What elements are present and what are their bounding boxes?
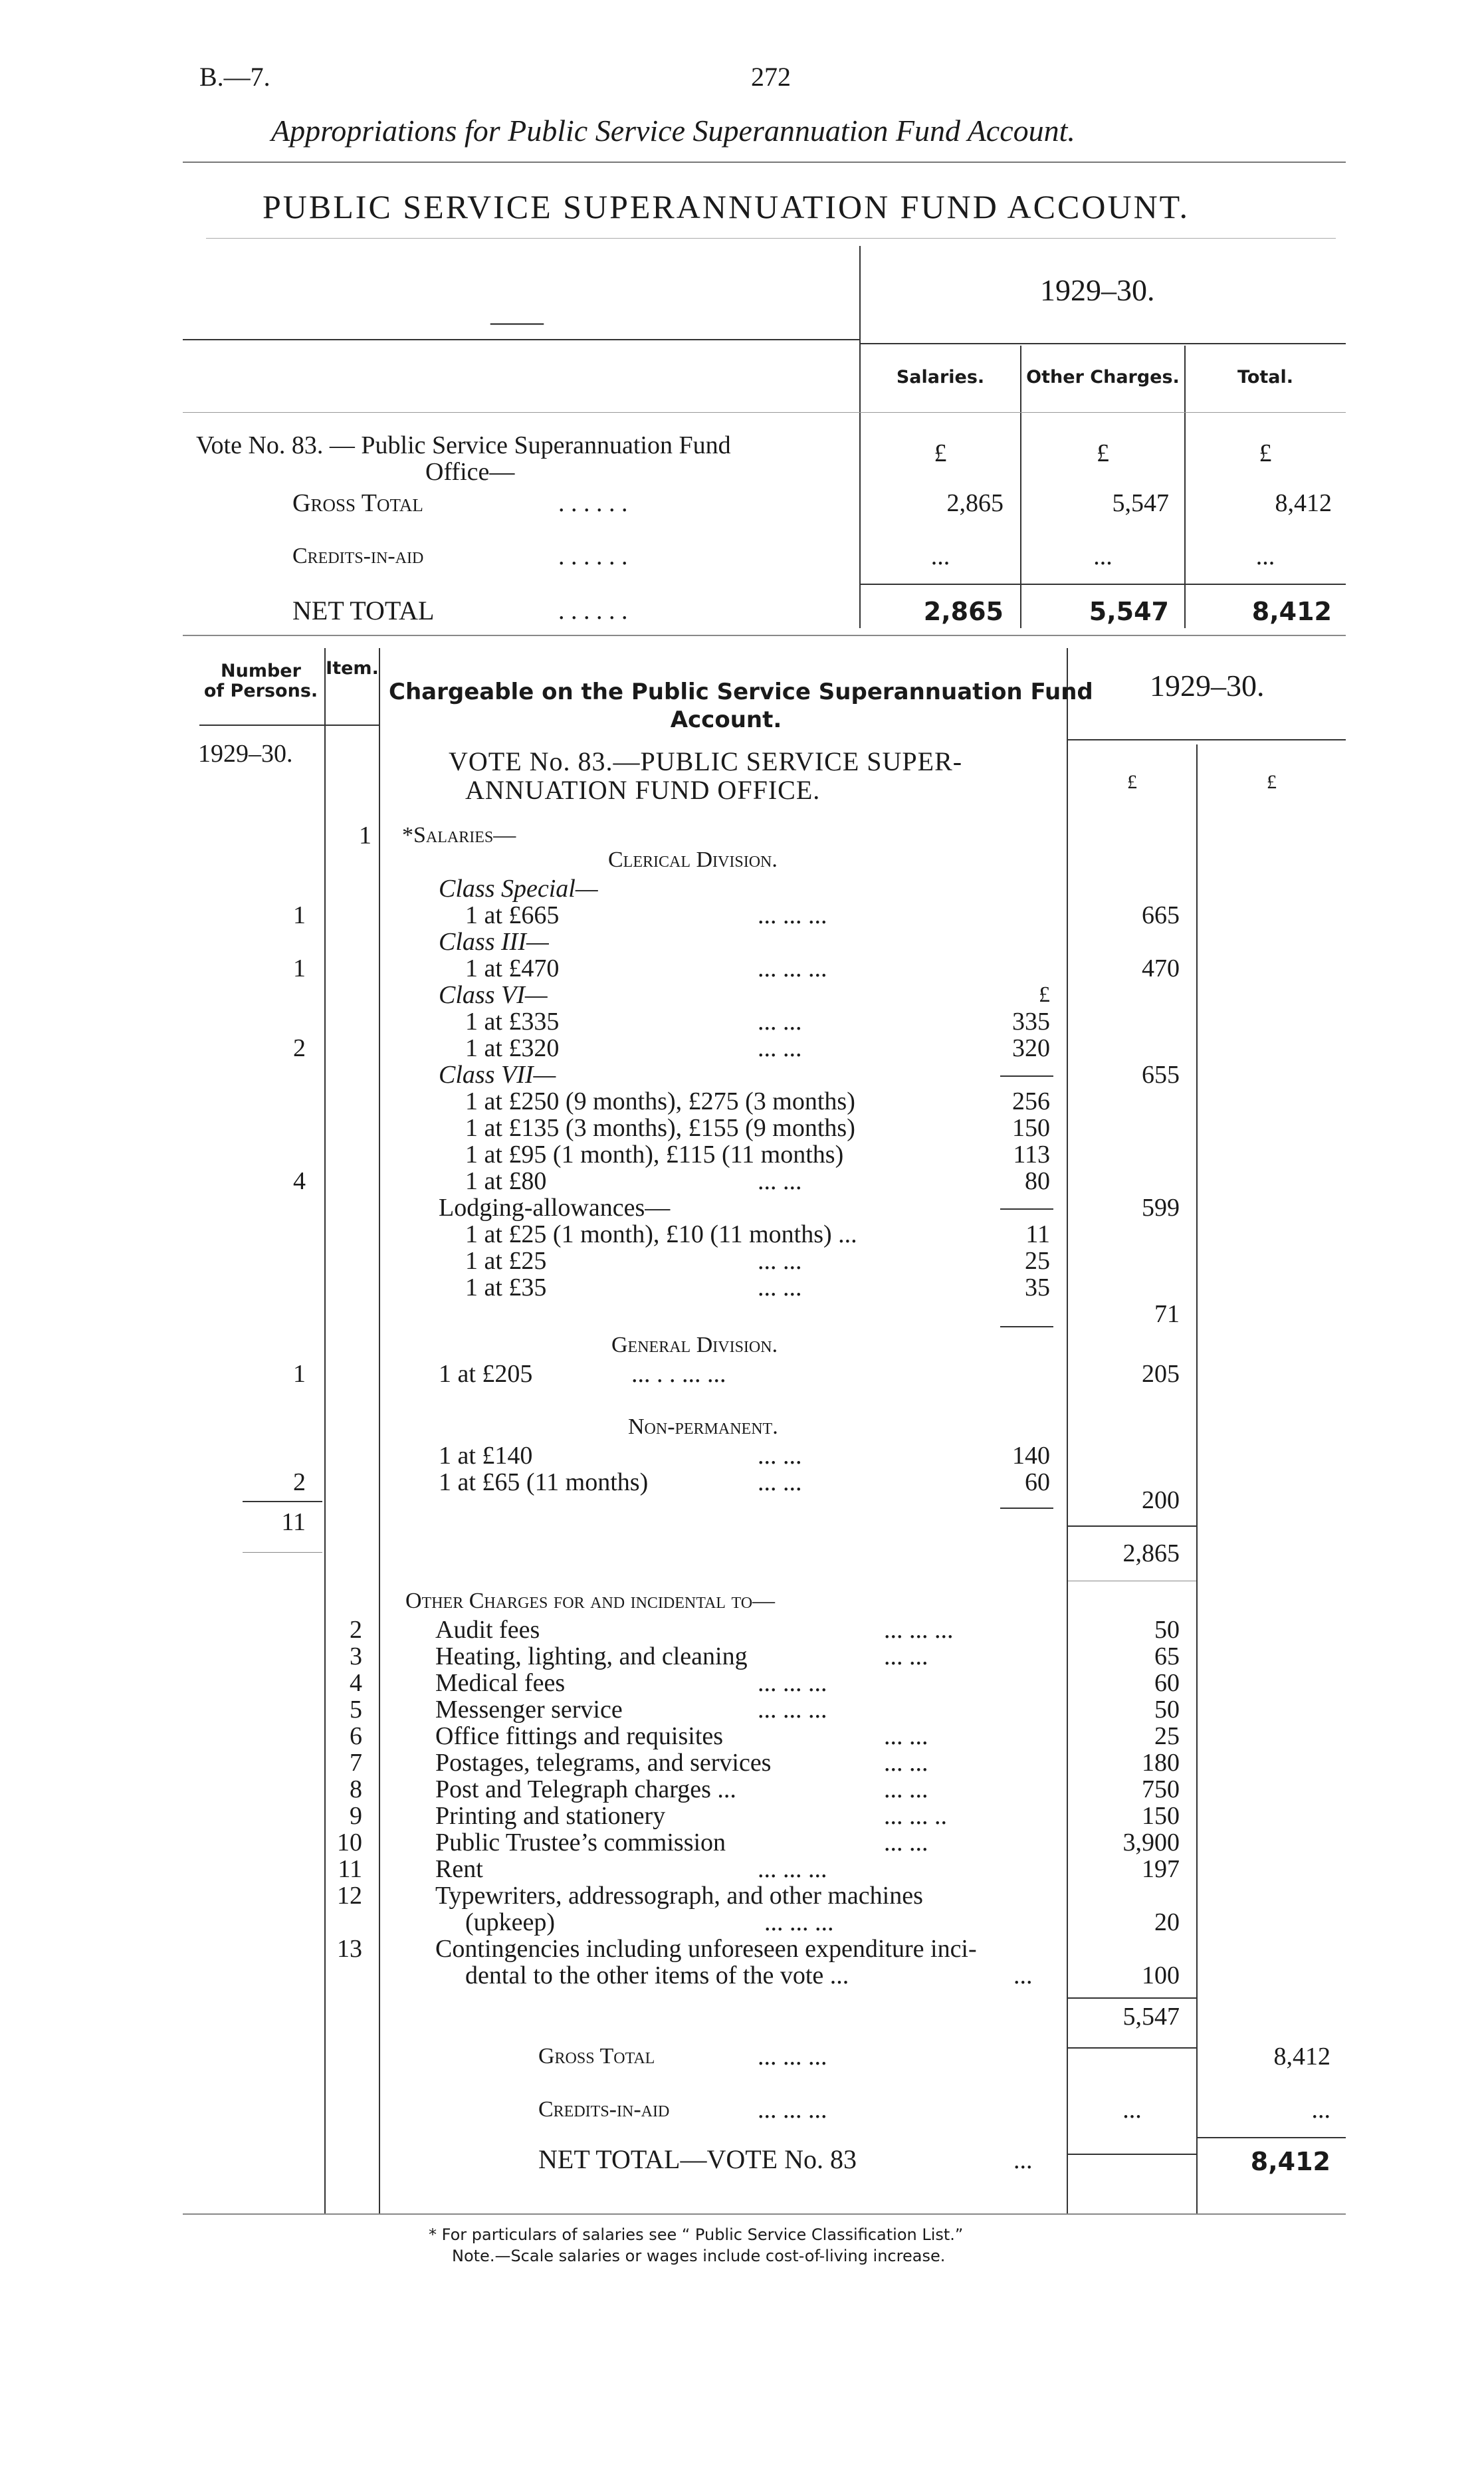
detail-general-division: General Division. [611, 1333, 778, 1357]
detail-gross-leader: ... ... ... [758, 2043, 827, 2071]
other-item-text: Office fittings and requisites [435, 1722, 724, 1750]
line-persons: 2 [293, 1468, 306, 1496]
line-persons: 1 [293, 901, 306, 929]
line-amount [1068, 1193, 1196, 1222]
other-item-dots: ... ... [884, 1722, 928, 1750]
other-item-dots: ... ... [884, 1775, 928, 1803]
summary-year-rule [861, 343, 1346, 344]
summary-col-salaries: Salaries. [896, 367, 985, 388]
detail-credits-a: ... [1122, 2096, 1142, 2124]
summary-net-other: 5,547 [1089, 597, 1169, 626]
detail-divider-item [379, 648, 380, 2213]
other-item-dots: ... ... ... [758, 1696, 827, 1724]
other-item-text-2: (upkeep) [465, 1908, 556, 1936]
summary-gross-salaries: 2,865 [946, 489, 1004, 517]
detail-header-rule-right [1068, 739, 1346, 740]
line-text: 1 at £95 (1 month), £115 (11 months) [465, 1141, 844, 1169]
detail-credits-label: Credits-in-aid [538, 2097, 670, 2122]
other-item-dots: ... ... [884, 1642, 928, 1670]
net-rule-left [1068, 2154, 1196, 2155]
line-text: 1 at £250 (9 months), £275 (3 months) [465, 1087, 855, 1115]
other-item-amount-value: 197 [1142, 1855, 1180, 1883]
other-item-number: 11 [338, 1855, 362, 1883]
detail-net-leader: ... [1013, 2146, 1033, 2174]
line-text: 1 at £140 [439, 1442, 533, 1470]
summary-net-label: NET TOTAL [292, 596, 435, 625]
other-item-amount [1068, 1748, 1196, 1777]
line-sub: 11 [1025, 1220, 1050, 1248]
line-text: 1 at £35 [465, 1274, 547, 1301]
other-item-number: 4 [350, 1669, 362, 1697]
line-text: 1 at £665 [465, 901, 560, 929]
other-item-number: 5 [350, 1696, 362, 1724]
other-item-text: Typewriters, addressograph, and other machines [435, 1882, 923, 1910]
line-sub: 25 [1025, 1247, 1050, 1275]
line-sub: 256 [1012, 1087, 1050, 1115]
other-item-number: 3 [350, 1642, 362, 1670]
other-item-text: Public Trustee’s commission [435, 1829, 726, 1856]
other-item-amount [1068, 1642, 1196, 1671]
line-dots: ... ... [758, 1034, 802, 1062]
detail-lodging: Lodging-allowances— [439, 1194, 671, 1222]
other-item-amount [1068, 1695, 1196, 1724]
line-sub: 80 [1025, 1167, 1050, 1195]
line-dots: ... ... [758, 1274, 802, 1301]
other-item-amount [1068, 1722, 1196, 1751]
line-amount [1068, 901, 1196, 930]
other-item-amount-value: 50 [1154, 1616, 1180, 1644]
summary-col-header-rule [183, 412, 1346, 413]
line-text: 1 at £25 [465, 1247, 547, 1275]
summary-gross-label: Gross Total [292, 489, 423, 517]
summary-net-salaries: 2,865 [923, 597, 1004, 626]
detail-year: 1929–30. [1150, 669, 1265, 703]
other-item-dots: ... [1013, 1962, 1033, 1989]
other-item-text: Printing and stationery [435, 1802, 666, 1830]
page-title: PUBLIC SERVICE SUPERANNUATION FUND ACCOUNT. [263, 188, 1190, 225]
footnote-note: Note.—Scale salaries or wages include cost-of-living increase. [452, 2247, 946, 2265]
other-item-number: 6 [350, 1722, 362, 1750]
other-item-dots: ... ... ... [758, 1669, 827, 1697]
line-amount-value: 71 [1154, 1300, 1180, 1328]
detail-class-vi: Class VI— [439, 981, 548, 1009]
summary-net-rule [861, 584, 1346, 585]
other-item-amount-value: 180 [1142, 1749, 1180, 1777]
salaries-total-value: 2,865 [1122, 1539, 1180, 1567]
line-amount [1068, 954, 1196, 983]
other-item-amount [1068, 1961, 1196, 1990]
detail-persons-year: 1929–30. [198, 740, 293, 768]
other-item-amount [1068, 1828, 1196, 1857]
other-item-dots: ... ... ... [764, 1908, 834, 1936]
summary-credits-salaries: ... [930, 542, 950, 570]
summary-vote-label: Vote No. 83. — Public Service Superannuation Fund [196, 431, 731, 459]
other-item-dots: ... ... ... [758, 1855, 827, 1883]
other-item-amount-value: 150 [1142, 1802, 1180, 1830]
summary-credits-leader: . . . . . . [558, 542, 628, 570]
line-amount-value: 470 [1142, 954, 1180, 982]
summary-gross-other: 5,547 [1112, 489, 1169, 517]
other-item-text-2: dental to the other items of the vote ... [465, 1962, 849, 1989]
line-text: 1 at £65 (11 months) [439, 1468, 649, 1496]
other-total-rule-bottom [1068, 2047, 1196, 2049]
other-item-amount [1068, 1668, 1196, 1698]
detail-salaries-label: *Salaries— [402, 823, 516, 847]
line-amount-value: 655 [1142, 1061, 1180, 1089]
detail-credits-b: ... [1311, 2096, 1330, 2124]
detail-net-total: 8,412 [1250, 2147, 1330, 2176]
line-dots: ... ... [758, 1468, 802, 1496]
other-item-amount [1068, 1801, 1196, 1831]
detail-sub-currency: £ [1039, 982, 1050, 1007]
other-item-text: Rent [435, 1855, 483, 1883]
line-text: 1 at £470 [465, 954, 560, 982]
other-item-text: Messenger service [435, 1696, 623, 1724]
other-item-text: Contingencies including unforeseen expenditure inci- [435, 1935, 977, 1963]
detail-gross-total: 8,412 [1273, 2043, 1330, 2071]
detail-header-rule-left [199, 725, 379, 726]
persons-total-rule [243, 1501, 322, 1502]
other-item-dots: ... ... [884, 1749, 928, 1777]
line-text: 1 at £25 (1 month), £10 (11 months) ... [465, 1220, 857, 1248]
other-item-text: Audit fees [435, 1616, 540, 1644]
line-text: 1 at £335 [465, 1008, 560, 1036]
line-persons: 2 [293, 1034, 306, 1062]
summary-header-rule-left [183, 339, 861, 340]
other-item-dots: ... ... ... [884, 1616, 954, 1644]
detail-class-special: Class Special— [439, 875, 598, 903]
other-item-number: 7 [350, 1749, 362, 1777]
line-dots: ... ... [758, 1167, 802, 1195]
line-persons: 1 [293, 1360, 306, 1388]
other-item-number: 10 [337, 1829, 362, 1856]
detail-clerical-division: Clerical Division. [608, 847, 778, 872]
other-total-value: 5,547 [1122, 2003, 1180, 2031]
detail-vote-l1: VOTE No. 83.—PUBLIC SERVICE SUPER- [449, 746, 963, 776]
summary-col-other: Other Charges. [1026, 367, 1180, 388]
detail-heading-l1: Chargeable on the Public Service Superannuation Fund [389, 679, 1093, 705]
line-sub: 35 [1025, 1274, 1050, 1301]
detail-vote-l2: ANNUATION FUND OFFICE. [465, 775, 821, 805]
line-amount-value: 665 [1142, 901, 1180, 929]
other-total-rule [1068, 1997, 1196, 1999]
summary-vote-label-2: Office— [425, 458, 515, 486]
detail-item-1: 1 [359, 822, 371, 849]
line-amount [1068, 1486, 1196, 1515]
line-dots: ... ... [758, 1008, 802, 1036]
other-item-amount-value: 3,900 [1122, 1829, 1180, 1856]
other-item-number: 8 [350, 1775, 362, 1803]
detail-lodging-subtotal-rule [1000, 1326, 1053, 1327]
summary-dash: —— [490, 306, 544, 336]
other-item-amount-value: 65 [1154, 1642, 1180, 1670]
other-item-dots: ... ... [884, 1829, 928, 1856]
other-item-number: 13 [337, 1935, 362, 1963]
detail-net-label: NET TOTAL—VOTE No. 83 [538, 2144, 857, 2174]
other-item-amount-value: 20 [1154, 1908, 1180, 1936]
line-dots: ... ... [758, 1442, 802, 1470]
other-item-text: Medical fees [435, 1669, 566, 1697]
other-item-amount [1068, 1615, 1196, 1644]
detail-col-persons [199, 661, 322, 701]
line-text: 1 at £135 (3 months), £155 (9 months) [465, 1114, 855, 1142]
line-sub: 140 [1012, 1442, 1050, 1470]
detail-class-vii: Class VII— [439, 1061, 556, 1089]
detail-nonperm-subtotal-rule [1000, 1508, 1053, 1509]
summary-col-divider-1 [1020, 346, 1021, 628]
line-text: 1 at £205 [439, 1360, 533, 1388]
line-sub: 320 [1012, 1034, 1050, 1062]
summary-credits-label: Credits-in-aid [292, 544, 424, 568]
table-bottom-rule [183, 2213, 1346, 2215]
detail-divider-persons [324, 648, 326, 2213]
other-item-text: Postages, telegrams, and services [435, 1749, 772, 1777]
line-dots: ... ... [758, 1247, 802, 1275]
other-item-amount [1068, 1775, 1196, 1804]
line-sub: 335 [1012, 1008, 1050, 1036]
detail-classvi-subtotal-rule [1000, 1075, 1053, 1077]
other-item-number: 9 [350, 1802, 362, 1830]
other-charges-label: Other Charges for and incidental to— [405, 1589, 776, 1613]
other-item-text: Post and Telegraph charges ... [435, 1775, 736, 1803]
detail-currency-2: £ [1267, 771, 1277, 793]
summary-net-total: 8,412 [1251, 597, 1332, 626]
line-amount [1068, 1060, 1196, 1089]
summary-year: 1929–30. [1040, 273, 1155, 307]
detail-heading [389, 678, 1093, 734]
summary-currency-3: £ [1259, 439, 1272, 467]
summary-currency-1: £ [934, 439, 947, 467]
title-rule [206, 238, 1336, 239]
line-text: 1 at £320 [465, 1034, 560, 1062]
line-amount-value: 599 [1142, 1194, 1180, 1222]
persons-total: 11 [281, 1508, 306, 1536]
summary-credits-other: ... [1093, 542, 1113, 570]
detail-col-persons-l2: of Persons. [203, 681, 318, 701]
other-total [1068, 2002, 1196, 2031]
footnote-star: * For particulars of salaries see “ Public Service Classification List.” [429, 2225, 964, 2244]
detail-col-persons-l1: Number [221, 661, 301, 681]
other-item-number: 2 [350, 1616, 362, 1644]
summary-bottom-rule [183, 635, 1346, 636]
net-rule-right [1198, 2137, 1346, 2138]
summary-credits-total: ... [1255, 542, 1275, 570]
detail-classvii-subtotal-rule [1000, 1208, 1053, 1210]
line-sub: 150 [1012, 1114, 1050, 1142]
line-persons: 4 [293, 1167, 306, 1195]
detail-col-item: Item. [326, 658, 379, 679]
detail-class-iii: Class III— [439, 928, 549, 956]
line-amount-value: 200 [1142, 1486, 1180, 1514]
document-reference: B.—7. [199, 62, 270, 92]
summary-currency-2: £ [1097, 439, 1109, 467]
line-persons: 1 [293, 954, 306, 982]
line-text: 1 at £80 [465, 1167, 547, 1195]
other-item-text: Heating, lighting, and cleaning [435, 1642, 748, 1670]
detail-gross-label: Gross Total [538, 2044, 655, 2069]
line-dots: ... ... ... [758, 901, 827, 929]
header-rule [183, 162, 1346, 163]
line-sub: 60 [1025, 1468, 1050, 1496]
line-sub: 113 [1013, 1141, 1050, 1169]
line-amount [1068, 1299, 1196, 1329]
detail-non-permanent: Non-permanent. [628, 1414, 778, 1439]
line-dots: ... . . ... ... [631, 1360, 726, 1388]
line-amount [1068, 1359, 1196, 1389]
detail-credits-leader: ... ... ... [758, 2096, 827, 2124]
line-dots: ... ... ... [758, 954, 827, 982]
other-item-amount [1068, 1908, 1196, 1937]
salaries-total [1068, 1539, 1196, 1568]
other-item-amount-value: 25 [1154, 1722, 1180, 1750]
other-item-amount-value: 60 [1154, 1669, 1180, 1697]
summary-col-total: Total. [1237, 367, 1294, 388]
other-item-number: 12 [337, 1882, 362, 1910]
other-item-amount-value: 50 [1154, 1696, 1180, 1724]
detail-divider-amounts [1196, 744, 1198, 2213]
salaries-total-rule [1068, 1525, 1196, 1527]
summary-gross-total: 8,412 [1275, 489, 1332, 517]
detail-heading-l2: Account. [670, 707, 782, 733]
other-item-amount-value: 100 [1142, 1962, 1180, 1989]
running-title: Appropriations for Public Service Superannuation Fund Account. [271, 114, 1075, 148]
detail-currency-1: £ [1127, 771, 1137, 793]
persons-total-rule-bottom [243, 1552, 322, 1553]
summary-net-leader: . . . . . . [558, 597, 628, 625]
summary-gross-leader: . . . . . . [558, 489, 628, 517]
other-item-dots: ... ... .. [884, 1802, 947, 1830]
line-amount-value: 205 [1142, 1360, 1180, 1388]
other-item-amount-value: 750 [1142, 1775, 1180, 1803]
summary-col-divider-2 [1184, 346, 1186, 628]
page-number: 272 [751, 62, 791, 92]
other-item-amount [1068, 1854, 1196, 1884]
